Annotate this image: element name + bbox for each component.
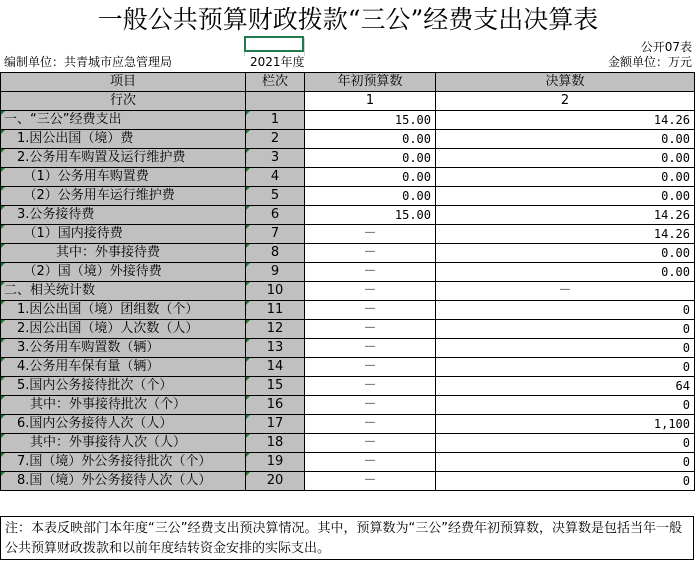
row-budget-cell[interactable] [305, 225, 436, 244]
row-final-cell-text: 0 [682, 360, 690, 374]
row-col-cell-text: 20 [266, 473, 284, 488]
row-final-cell[interactable] [436, 396, 695, 415]
row-budget-cell[interactable] [305, 377, 436, 396]
comment-marker-icon [1, 301, 5, 305]
row-col-cell-text: 6 [270, 207, 280, 222]
row-item-cell-text: （2）国（境）外接待费 [4, 264, 162, 279]
comment-marker-icon [1, 472, 5, 476]
row-item-cell-text: 3.公务接待费 [4, 207, 95, 222]
row-budget-cell[interactable] [305, 472, 436, 491]
comment-marker-icon [246, 187, 250, 191]
row-col-cell[interactable] [246, 358, 305, 377]
row-item-cell[interactable] [1, 149, 246, 168]
row-item-cell-text: 其中：外事接待批次（个） [4, 397, 187, 412]
row-item-cell[interactable] [1, 472, 246, 491]
row-budget-cell-text: － [363, 340, 377, 355]
header-col[interactable]: 栏次 [246, 73, 305, 92]
row-col-cell[interactable] [246, 339, 305, 358]
row-budget-cell-text: － [363, 473, 377, 488]
row-budget-cell-text: 15.00 [394, 113, 431, 127]
row-budget-cell[interactable] [305, 282, 436, 301]
row-item-cell-text: 其中：外事接待费 [4, 245, 161, 260]
comment-marker-icon [1, 320, 5, 324]
row-final-cell-text: 0.00 [661, 170, 690, 184]
row-col-cell[interactable] [246, 472, 305, 491]
comment-marker-icon [1, 415, 5, 419]
row-col-cell-text: 9 [270, 264, 280, 279]
row-budget-cell[interactable] [305, 339, 436, 358]
row-col-cell-text: 5 [270, 188, 280, 203]
row-final-cell-text: 0.00 [661, 265, 690, 279]
row-col-cell[interactable] [246, 244, 305, 263]
row-final-cell-text: 1,100 [653, 417, 690, 431]
table-row [1, 130, 695, 149]
comment-marker-icon [246, 263, 250, 267]
row-item-cell[interactable] [1, 225, 246, 244]
row-final-cell-text: 0.00 [661, 189, 690, 203]
selected-cell[interactable] [244, 36, 304, 52]
row-col-cell-text: 2 [270, 131, 280, 146]
row-col-cell[interactable] [246, 415, 305, 434]
table-row [1, 301, 695, 320]
comment-marker-icon [1, 377, 5, 381]
comment-marker-icon [246, 225, 250, 229]
header-item[interactable]: 项目 [1, 73, 246, 92]
row-budget-cell[interactable] [305, 301, 436, 320]
comment-marker-icon [1, 453, 5, 457]
row-budget-cell-text: － [363, 435, 377, 450]
row-item-cell-text: （1）公务用车购置费 [4, 169, 149, 184]
row-budget-cell[interactable] [305, 111, 436, 130]
row-final-cell[interactable] [436, 453, 695, 472]
row-item-cell-text: 5.国内公务接待批次（个） [4, 378, 173, 393]
row-budget-cell[interactable] [305, 244, 436, 263]
row-col-cell[interactable] [246, 301, 305, 320]
comment-marker-icon [246, 339, 250, 343]
row-final-cell-text: 0 [682, 303, 690, 317]
row-label-blank[interactable] [246, 92, 305, 111]
row-col-cell[interactable] [246, 377, 305, 396]
row-item-cell[interactable] [1, 187, 246, 206]
reporting-unit: 编制单位：共青城市应急管理局 [4, 55, 173, 69]
row-item-cell-text: （1）国内接待费 [4, 226, 123, 241]
row-col-cell[interactable] [246, 111, 305, 130]
row-budget-cell[interactable] [305, 396, 436, 415]
row-final-cell[interactable] [436, 111, 695, 130]
comment-marker-icon [1, 149, 5, 153]
row-final-cell-text: 0 [682, 341, 690, 355]
row-col-cell-text: 11 [266, 302, 284, 317]
row-budget-cell[interactable] [305, 453, 436, 472]
comment-marker-icon [246, 472, 250, 476]
row-col-cell-text: 10 [266, 283, 284, 298]
row-final-cell[interactable] [436, 282, 695, 301]
row-final-cell-text: － [558, 283, 572, 298]
row-item-cell[interactable] [1, 434, 246, 453]
row-col-cell[interactable] [246, 453, 305, 472]
table-row [1, 320, 695, 339]
row-item-cell[interactable] [1, 377, 246, 396]
row-final-cell-text: 64 [675, 379, 690, 393]
row-budget-cell[interactable] [305, 130, 436, 149]
row-budget-cell-text: － [363, 264, 377, 279]
row-final-cell[interactable] [436, 149, 695, 168]
row-item-cell[interactable] [1, 415, 246, 434]
row-budget-cell-text: － [363, 378, 377, 393]
comment-marker-icon [1, 263, 5, 267]
row-item-cell-text: （2）公务用车运行维护费 [4, 188, 175, 203]
table-row [1, 263, 695, 282]
table-row [1, 339, 695, 358]
row-final-cell-text: 0 [682, 474, 690, 488]
row-budget-cell-text: 0.00 [402, 170, 431, 184]
row-budget-cell-text: － [363, 416, 377, 431]
row-final-cell[interactable] [436, 130, 695, 149]
row-col-cell-text: 13 [266, 340, 284, 355]
row-item-cell[interactable] [1, 282, 246, 301]
grid-divider [304, 38, 305, 56]
row-final-cell-text: 14.26 [653, 113, 690, 127]
budget-index[interactable]: 1 [305, 92, 436, 111]
row-final-cell-text: 0 [682, 455, 690, 469]
row-final-cell-text: 0 [682, 436, 690, 450]
row-final-cell[interactable] [436, 434, 695, 453]
table-row [1, 358, 695, 377]
row-budget-cell-text: － [363, 454, 377, 469]
form-number: 公开07表 [640, 40, 692, 54]
row-item-cell[interactable] [1, 206, 246, 225]
row-final-cell[interactable] [436, 168, 695, 187]
row-col-cell-text: 19 [266, 454, 284, 469]
comment-marker-icon [246, 377, 250, 381]
row-final-cell[interactable] [436, 187, 695, 206]
comment-marker-icon [1, 358, 5, 362]
final-index[interactable]: 2 [436, 92, 695, 111]
row-budget-cell-text: － [363, 245, 377, 260]
table-row [1, 168, 695, 187]
comment-marker-icon [246, 301, 250, 305]
comment-marker-icon [1, 282, 5, 286]
comment-marker-icon [1, 225, 5, 229]
comment-marker-icon [1, 168, 5, 172]
table-row [1, 149, 695, 168]
table-row [1, 396, 695, 415]
row-col-cell[interactable] [246, 187, 305, 206]
fiscal-year: 2021年度 [250, 55, 305, 69]
row-col-cell[interactable] [246, 282, 305, 301]
comment-marker-icon [246, 415, 250, 419]
page-title: 一般公共预算财政拨款“三公”经费支出决算表 [97, 5, 599, 34]
table-row [1, 472, 695, 491]
table-row [1, 282, 695, 301]
table-row [1, 111, 695, 130]
comment-marker-icon [246, 453, 250, 457]
row-final-cell[interactable] [436, 377, 695, 396]
row-item-cell-text: 二、相关统计数 [4, 283, 96, 298]
table-row [1, 453, 695, 472]
row-item-cell[interactable] [1, 396, 246, 415]
header-budget[interactable]: 年初预算数 [305, 73, 436, 92]
comment-marker-icon [246, 149, 250, 153]
row-final-cell-text: 0.00 [661, 132, 690, 146]
row-item-cell-text: 3.公务用车购置数（辆） [4, 340, 160, 355]
row-budget-cell-text: － [363, 226, 377, 241]
row-col-cell-text: 4 [270, 169, 280, 184]
comment-marker-icon [246, 434, 250, 438]
row-item-cell-text: 一、“三公”经费支出 [4, 112, 122, 127]
row-budget-cell[interactable] [305, 168, 436, 187]
row-final-cell[interactable] [436, 358, 695, 377]
row-final-cell[interactable] [436, 263, 695, 282]
comment-marker-icon [246, 320, 250, 324]
row-budget-cell[interactable] [305, 149, 436, 168]
comment-marker-icon [1, 130, 5, 134]
table-row [1, 377, 695, 396]
row-item-cell[interactable] [1, 320, 246, 339]
row-item-cell-text: 1.因公出国（境）费 [4, 131, 134, 146]
row-budget-cell-text: 0.00 [402, 189, 431, 203]
comment-marker-icon [246, 396, 250, 400]
row-col-cell-text: 3 [270, 150, 280, 165]
row-col-cell[interactable] [246, 149, 305, 168]
row-col-cell[interactable] [246, 130, 305, 149]
comment-marker-icon [246, 244, 250, 248]
row-item-cell-text: 4.公务用车保有量（辆） [4, 359, 160, 374]
row-col-cell-text: 16 [266, 397, 284, 412]
row-final-cell[interactable] [436, 415, 695, 434]
row-item-cell[interactable] [1, 130, 246, 149]
comment-marker-icon [246, 168, 250, 172]
row-final-cell[interactable] [436, 244, 695, 263]
comment-marker-icon [1, 206, 5, 210]
row-item-cell-text: 2.公务用车购置及运行维护费 [4, 150, 186, 165]
row-final-cell-text: 0 [682, 398, 690, 412]
row-col-cell-text: 18 [266, 435, 284, 450]
row-final-cell-text: 0 [682, 322, 690, 336]
row-col-cell[interactable] [246, 434, 305, 453]
row-col-cell-text: 12 [266, 321, 284, 336]
comment-marker-icon [246, 358, 250, 362]
row-label-header[interactable]: 行次 [1, 92, 246, 111]
row-budget-cell-text: 15.00 [394, 208, 431, 222]
table-row [1, 206, 695, 225]
row-item-cell-text: 2.因公出国（境）人次数（人） [4, 321, 199, 336]
row-item-cell-text: 其中：外事接待人次（人） [4, 435, 187, 450]
row-budget-cell-text: － [363, 359, 377, 374]
row-budget-cell-text: 0.00 [402, 132, 431, 146]
row-budget-cell[interactable] [305, 263, 436, 282]
row-col-cell-text: 7 [270, 226, 280, 241]
row-item-cell[interactable] [1, 301, 246, 320]
row-item-cell[interactable] [1, 263, 246, 282]
row-col-cell-text: 14 [266, 359, 284, 374]
row-item-cell[interactable] [1, 111, 246, 130]
row-item-cell-text: 8.国（境）外公务接待人次（人） [4, 473, 212, 488]
row-budget-cell-text: 0.00 [402, 151, 431, 165]
row-final-cell[interactable] [436, 320, 695, 339]
row-budget-cell-text: － [363, 302, 377, 317]
row-final-cell-text: 14.26 [653, 208, 690, 222]
comment-marker-icon [1, 396, 5, 400]
amount-unit: 金额单位：万元 [607, 55, 692, 69]
table-row [1, 225, 695, 244]
row-final-cell-text: 0.00 [661, 246, 690, 260]
row-budget-cell[interactable] [305, 320, 436, 339]
row-col-cell[interactable] [246, 168, 305, 187]
row-item-cell-text: 1.因公出国（境）团组数（个） [4, 302, 199, 317]
row-budget-cell[interactable] [305, 415, 436, 434]
row-item-cell[interactable] [1, 453, 246, 472]
row-item-cell[interactable] [1, 168, 246, 187]
row-budget-cell[interactable] [305, 434, 436, 453]
comment-marker-icon [246, 111, 250, 115]
row-final-cell[interactable] [436, 206, 695, 225]
header-final[interactable]: 决算数 [436, 73, 695, 92]
row-final-cell[interactable] [436, 472, 695, 491]
table-row [1, 434, 695, 453]
row-col-cell[interactable] [246, 225, 305, 244]
row-budget-cell-text: － [363, 283, 377, 298]
comment-marker-icon [1, 434, 5, 438]
row-col-cell[interactable] [246, 206, 305, 225]
row-col-cell[interactable] [246, 320, 305, 339]
row-col-cell[interactable] [246, 396, 305, 415]
row-col-cell-text: 8 [270, 245, 280, 260]
comment-marker-icon [246, 282, 250, 286]
row-item-cell-text: 6.国内公务接待人次（人） [4, 416, 173, 431]
row-budget-cell[interactable] [305, 206, 436, 225]
row-item-cell[interactable] [1, 339, 246, 358]
table-body [1, 111, 695, 491]
row-budget-cell-text: － [363, 321, 377, 336]
row-item-cell[interactable] [1, 244, 246, 263]
comment-marker-icon [1, 187, 5, 191]
row-final-cell[interactable] [436, 225, 695, 244]
comment-marker-icon [246, 130, 250, 134]
row-col-cell-text: 1 [270, 112, 280, 127]
row-budget-cell-text: － [363, 397, 377, 412]
row-final-cell-text: 14.26 [653, 227, 690, 241]
expenditure-table [0, 72, 695, 491]
row-item-cell-text: 7.国（境）外公务接待批次（个） [4, 454, 212, 469]
table-row [1, 187, 695, 206]
row-col-cell-text: 17 [266, 416, 284, 431]
row-item-cell[interactable] [1, 358, 246, 377]
comment-marker-icon [246, 206, 250, 210]
table-row [1, 244, 695, 263]
comment-marker-icon [1, 111, 5, 115]
comment-marker-icon [1, 244, 5, 248]
footnote: 注：本表反映部门本年度“三公”经费支出预决算情况。其中，预算数为“三公”经费年初预算数，决算数是包括当年一般公共预算财政拨款和以前年度结转资金安排的实际支出。 [0, 516, 694, 560]
row-col-cell[interactable] [246, 263, 305, 282]
row-final-cell[interactable] [436, 301, 695, 320]
table-row [1, 415, 695, 434]
comment-marker-icon [1, 339, 5, 343]
row-final-cell-text: 0.00 [661, 151, 690, 165]
row-col-cell-text: 15 [266, 378, 284, 393]
row-budget-cell[interactable] [305, 358, 436, 377]
row-budget-cell[interactable] [305, 187, 436, 206]
row-final-cell[interactable] [436, 339, 695, 358]
